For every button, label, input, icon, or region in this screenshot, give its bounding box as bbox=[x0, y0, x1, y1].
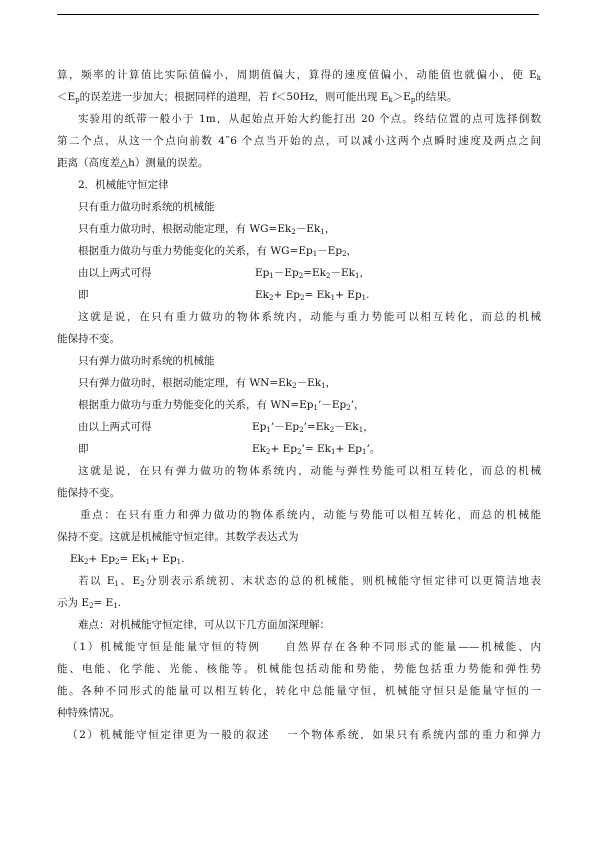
text-line: 根据重力做功与重力势能变化的关系，有 $WN=Ep_1’-Ep_2$’， bbox=[78, 399, 365, 412]
difficulty-line: 难点：对机械能守恒定律，可从以下几方面加深理解： bbox=[78, 619, 330, 631]
key-point-line: 重点：在只有重力和弹力做功的物体系统内，动能与势能可以相互转化，而总的机械能 bbox=[80, 509, 541, 521]
header-rule bbox=[57, 14, 539, 15]
text-line: 能、电能、化学能、光能、核能等。机械能包括动能和势能，势能包括重力势能和弹性势 bbox=[57, 663, 541, 675]
text-line: 能保持不变。 bbox=[57, 487, 120, 499]
text-line: 这就是说，在只有弹力做功的物体系统内，动能与弹性势能可以相互转化，而总的机械 bbox=[78, 465, 541, 477]
subheading: 只有重力做功时系统的机械能 bbox=[78, 201, 215, 213]
text-line: 示为 $E_2= E_1$. bbox=[57, 597, 122, 610]
text-line: 第二个点，从这一个点向前数 4˜6 个点当开始的点，可以减小这两个点瞬时速度及两点之间 bbox=[57, 135, 541, 147]
equation-line: $Ek_2+ Ep_2= Ek_1+ Ep_1$. bbox=[70, 553, 185, 566]
section-heading: 2．机械能守恒定律 bbox=[78, 179, 169, 191]
text-line: （2）机械能守恒定律更为一般的叙述 一个物体系统，如果只有系统内部的重力和弹力 bbox=[67, 729, 541, 741]
text-line: 实验用的纸带一般小于 1m，从起始点开始大约能打出 20 个点。终结位置的点可选择倒数 bbox=[78, 113, 541, 125]
text-line: 只有重力做功时，根据动能定理，有 $WG=Ek_2-Ek_1$， bbox=[78, 223, 336, 236]
text-line: 种特殊情况。 bbox=[57, 707, 120, 719]
text-line: 距离（高度差△h）测量的误差。 bbox=[57, 157, 209, 169]
equation-line: 由以上两式可得 $Ep_1-Ep_2=Ek_2-Ek_1$， bbox=[78, 267, 371, 280]
document-body bbox=[57, 64, 541, 746]
text-line: 根据重力做功与重力势能变化的关系，有 $WG=Ep_1-Ep_2$， bbox=[78, 245, 358, 258]
text-line: 只有弹力做功时，根据动能定理，有 $WN=Ek_2-Ek_1$， bbox=[78, 377, 337, 390]
text-line: 算，频率的计算值比实际值偏小，周期值偏大，算得的速度值偏小，动能值也就偏小，使 $E_k$ bbox=[57, 69, 541, 82]
text-line: （1）机械能守恒是能量守恒的特例 自然界存在各种不同形式的能量——机械能、内 bbox=[67, 641, 541, 653]
text-line: 能保持不变。 bbox=[57, 333, 120, 345]
equation-line: 即 $Ek_2+$ $Ep_2’= Ek_1+ Ep_1$’。 bbox=[78, 443, 381, 456]
text-line: 能。各种不同形式的能量可以相互转化，转化中总能量守恒，机械能守恒只是能量守恒的一 bbox=[57, 685, 541, 697]
subheading: 只有弹力做功时系统的机械能 bbox=[78, 355, 215, 367]
text-line: $<E_p$的误差进一步加大；根据同样的道理，若 f＜50Hz，则可能出现 $E_k>E_p$的结果。 bbox=[57, 91, 458, 104]
equation-line: 由以上两式可得 $Ep_1’-Ep_2’=Ek_2-Ek_1$， bbox=[78, 421, 374, 434]
text-line: 保持不变。这就是机械能守恒定律。其数学表达式为 bbox=[57, 531, 299, 543]
equation-line: 即 $Ek_2+ Ep_2= Ek_1+ Ep_1$. bbox=[78, 289, 370, 302]
text-line: 这就是说，在只有重力做功的物体系统内，动能与重力势能可以相互转化，而总的机械 bbox=[78, 311, 541, 323]
text-line: 若以 $E_1$、$E_2$分别表示系统初、末状态的总的机械能，则机械能守恒定律可以更简洁地表 bbox=[78, 575, 541, 588]
